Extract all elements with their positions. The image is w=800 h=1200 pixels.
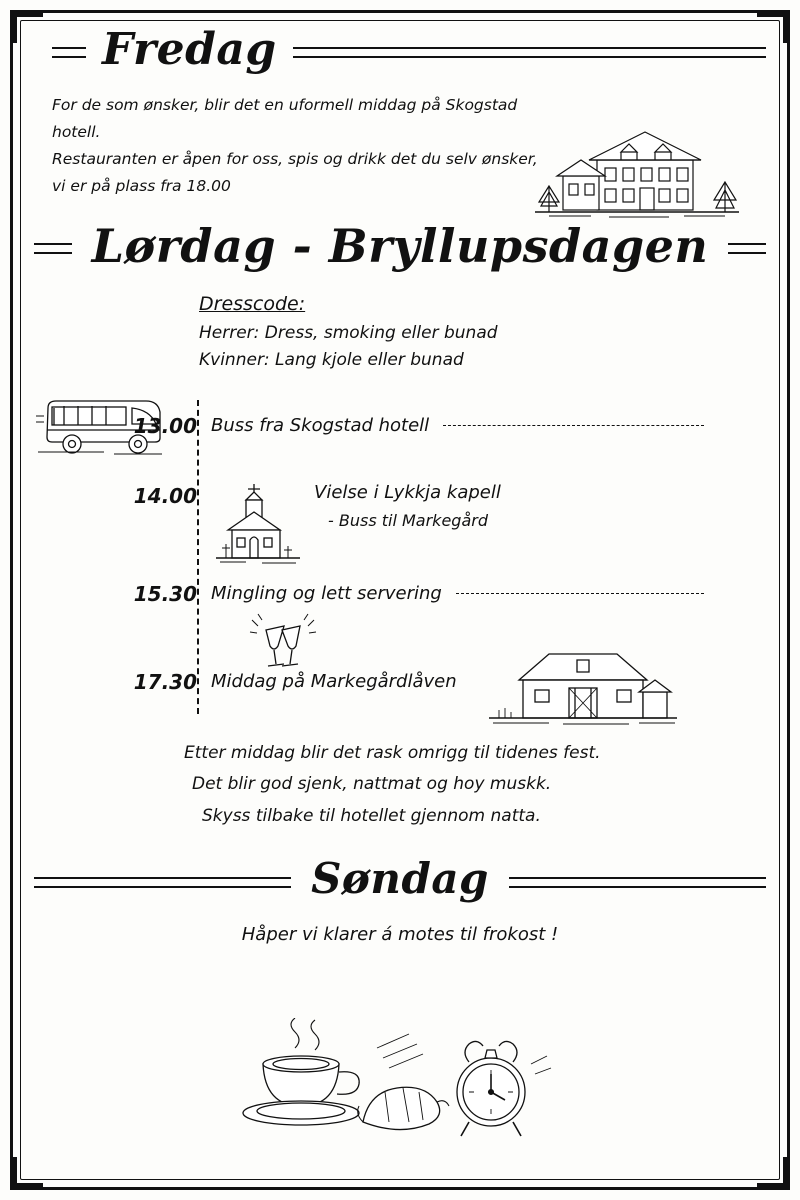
barn-icon [479,640,684,728]
friday-line-1: For de som ønsker, blir det en uformell middag på Skogstad hotell. [52,96,518,142]
dresscode-line-women: Kvinner: Lang kjole eller bunad [199,349,464,370]
timeline-item-1730 [129,670,457,694]
timeline-dash-connector [443,425,704,426]
timeline-time: 15.30 [133,581,197,606]
heading-rule-left [34,243,72,254]
timeline-time: 14.00 [133,483,197,508]
timeline-item-1400 [129,484,197,508]
coffee-croissant-alarmclock-icon [229,1018,559,1148]
heading-rule-left [52,47,86,58]
schedule-timeline [34,392,766,732]
timeline-dash-connector [456,593,704,594]
timeline-dashed-line [197,400,199,714]
sunday-section [34,854,766,946]
timeline-label: Mingling og lett servering [211,583,442,605]
saturday-heading-row [34,218,766,275]
church-icon [202,480,314,568]
timeline-1400-text [314,482,501,530]
heading-rule-right [728,243,766,254]
heading-rule-left [34,877,291,888]
closing-line-3: Skyss tilbake til hotellet gjennom natta. [202,805,541,826]
cheers-glasses-icon [244,612,322,672]
friday-heading-row [52,24,766,76]
heading-rule-right [293,47,766,58]
hotel-building-icon [529,116,744,221]
saturday-heading: Lørdag - Bryllupsdagen [91,218,709,273]
timeline-item-1530 [129,582,704,606]
sunday-text: Håper vi klarer á motes til frokost ! [241,924,559,946]
heading-rule-right [509,877,766,888]
dresscode-line-men: Herrer: Dress, smoking eller bunad [199,322,498,343]
sunday-heading: Søndag [311,854,489,904]
page-content [34,24,766,1172]
timeline-time: 13.00 [133,413,197,438]
timeline-label: Middag på Markegårdlåven [211,671,457,693]
timeline-sublabel: - Buss til Markegård [328,510,488,530]
closing-line-1: Etter middag blir det rask omrigg til tidenes fest. [184,742,601,763]
friday-line-2: Restauranten er åpen for oss, spis og drikk det du selv ønsker, [52,150,538,169]
closing-line-2: Det blir god sjenk, nattmat og hoy muskk. [192,774,552,795]
friday-text-block [52,92,552,201]
timeline-label: Buss fra Skogstad hotell [211,415,430,437]
friday-heading: Fredag [102,24,277,75]
sunday-heading-row [34,854,766,906]
timeline-item-1300 [129,414,704,438]
timeline-time: 17.30 [133,669,197,694]
timeline-label: Vielse i Lykkja kapell [314,481,501,503]
saturday-closing-block [34,738,766,832]
dresscode-title: Dresscode: [199,292,306,315]
friday-line-3: vi er på plass fra 18.00 [52,177,231,196]
dresscode-block [199,293,766,374]
